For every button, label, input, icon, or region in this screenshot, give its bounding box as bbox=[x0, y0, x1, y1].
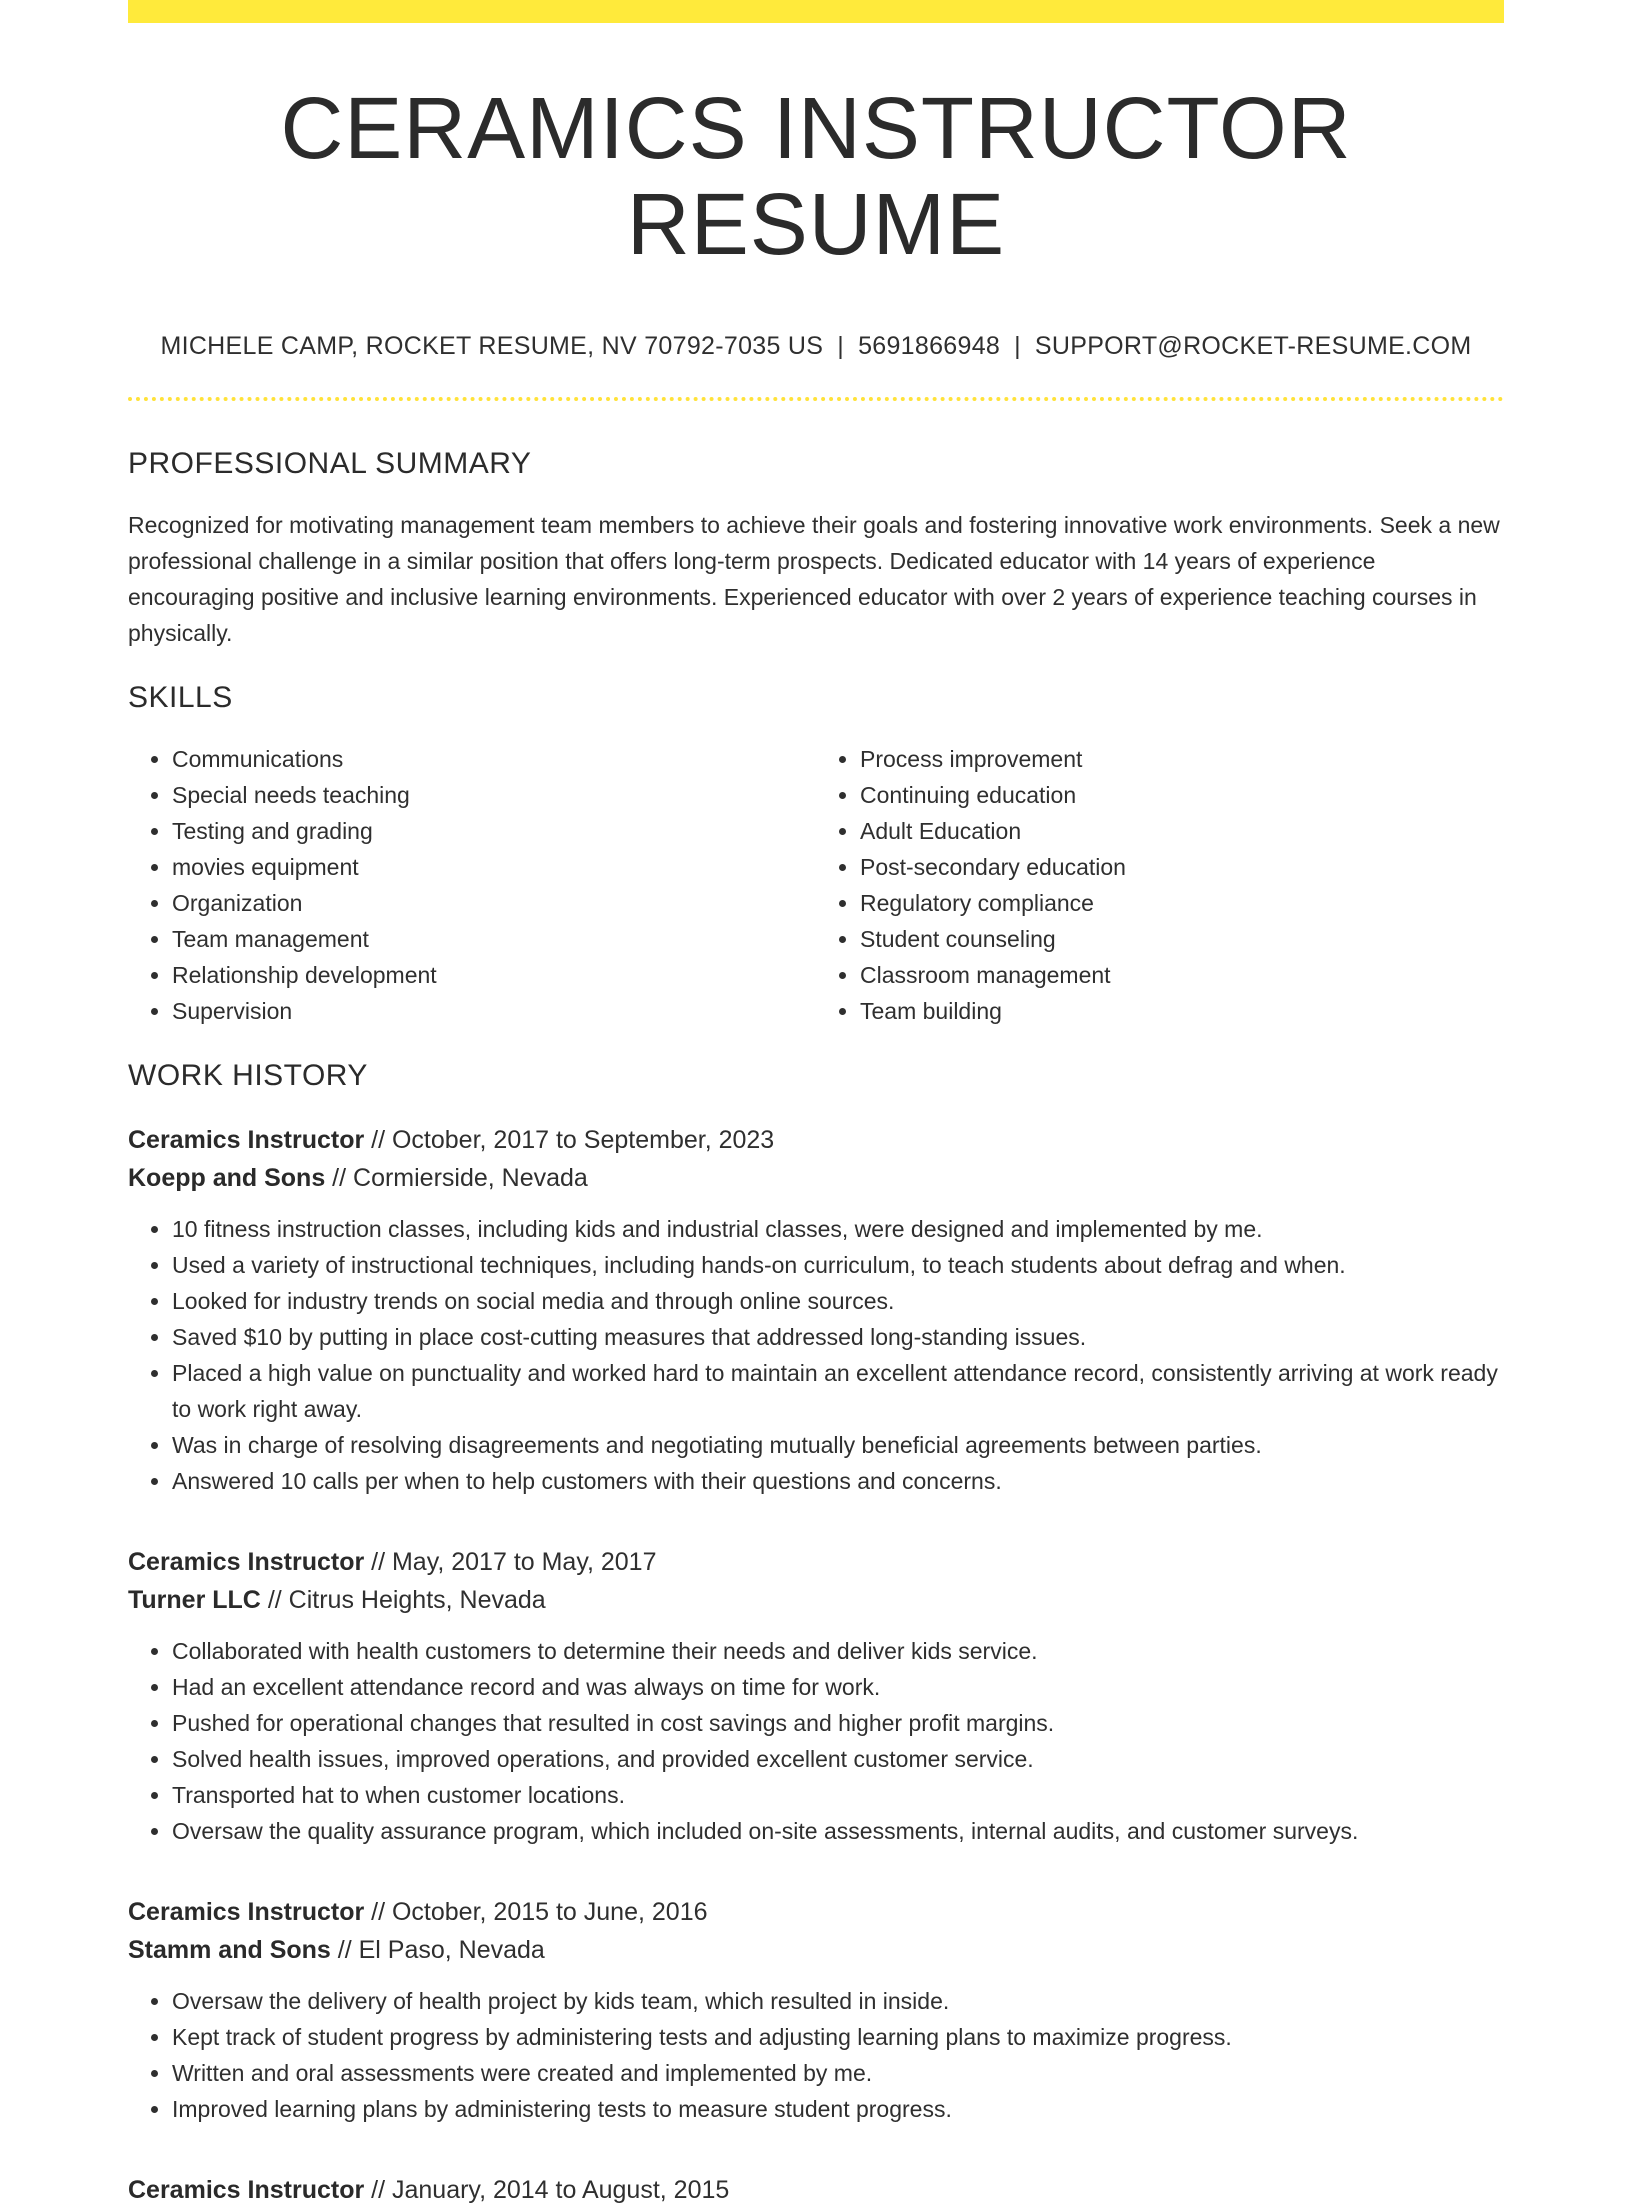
job-bullets bbox=[128, 1633, 1504, 1849]
summary-text: Recognized for motivating management team members to achieve their goals and fostering innovative work environments. Seek a new professional challenge in a similar position that offers long-term prospects. Dedicated educator with 14 years of experience encouraging positive and inclusive learning environments. Experienced educator with over 2 years of experience teaching courses in physically. bbox=[128, 512, 1500, 647]
skill-item: • Team management bbox=[172, 921, 816, 957]
job-bullet: • Had an excellent attendance record and was always on time for work. bbox=[172, 1669, 1504, 1705]
job-entry bbox=[128, 2171, 1504, 2209]
job-title: Ceramics Instructor bbox=[128, 1126, 365, 1155]
job-title: Ceramics Instructor bbox=[128, 1548, 365, 1577]
job-company-line bbox=[128, 1581, 1504, 1619]
skill-item: • Supervision bbox=[172, 993, 816, 1029]
work-history-heading: WORK HISTORY bbox=[128, 1059, 368, 1093]
job-title: Ceramics Instructor bbox=[128, 1898, 365, 1927]
job-bullet: • Oversaw the quality assurance program, which included on-site assessments, internal audits, and customer surveys. bbox=[172, 1813, 1504, 1849]
contact-address: MICHELE CAMP, ROCKET RESUME, NV 70792-7035 US bbox=[160, 332, 824, 361]
job-title-line bbox=[128, 1121, 1504, 1159]
contact-phone: 5691866948 bbox=[858, 332, 1001, 361]
job-bullet: • Improved learning plans by administering tests to measure student progress. bbox=[172, 2091, 1504, 2127]
contact-email: SUPPORT@ROCKET-RESUME.COM bbox=[1034, 332, 1472, 361]
skill-item: • Communications bbox=[172, 741, 816, 777]
resume-page bbox=[128, 0, 1504, 2209]
dotted-divider bbox=[128, 397, 1504, 401]
job-bullet: • Placed a high value on punctuality and worked hard to maintain an excellent attendance record, consistently arriving at work ready to work right away. bbox=[172, 1355, 1504, 1427]
job-bullet: • Used a variety of instructional techniques, including hands-on curriculum, to teach students about defrag and when. bbox=[172, 1247, 1504, 1283]
job-company: Koepp and Sons bbox=[128, 1164, 326, 1193]
job-location: // Citrus Heights, Nevada bbox=[260, 1586, 546, 1615]
job-bullet: • Was in charge of resolving disagreements and negotiating mutually beneficial agreements between parties. bbox=[172, 1427, 1504, 1463]
job-bullet: • Looked for industry trends on social media and through online sources. bbox=[172, 1283, 1504, 1319]
skill-item: • Process improvement bbox=[860, 741, 1504, 777]
job-bullet: • 10 fitness instruction classes, including kids and industrial classes, were designed and implemented by me. bbox=[172, 1211, 1504, 1247]
job-bullet: • Transported hat to when customer locations. bbox=[172, 1777, 1504, 1813]
skill-item: • movies equipment bbox=[172, 849, 816, 885]
skills-column-left bbox=[128, 741, 816, 1029]
job-bullet: • Solved health issues, improved operations, and provided excellent customer service. bbox=[172, 1741, 1504, 1777]
job-company-line bbox=[128, 1159, 1504, 1197]
job-company: Stamm and Sons bbox=[128, 1936, 331, 1965]
job-bullet: • Written and oral assessments were created and implemented by me. bbox=[172, 2055, 1504, 2091]
job-bullet: • Oversaw the delivery of health project by kids team, which resulted in inside. bbox=[172, 1983, 1504, 2019]
skill-item: • Adult Education bbox=[860, 813, 1504, 849]
contact-line bbox=[128, 332, 1504, 361]
job-entry bbox=[128, 1543, 1504, 1849]
page-title: CERAMICS INSTRUCTOR RESUME bbox=[280, 80, 1352, 273]
job-bullets bbox=[128, 1983, 1504, 2127]
skills-heading: SKILLS bbox=[128, 681, 233, 715]
job-title-line bbox=[128, 2171, 1504, 2209]
contact-separator: | bbox=[837, 332, 845, 361]
skill-item: • Relationship development bbox=[172, 957, 816, 993]
skill-item: • Regulatory compliance bbox=[860, 885, 1504, 921]
job-dates: // January, 2014 to August, 2015 bbox=[364, 2176, 730, 2205]
job-bullet: • Kept track of student progress by administering tests and adjusting learning plans to maximize progress. bbox=[172, 2019, 1504, 2055]
job-dates: // October, 2015 to June, 2016 bbox=[364, 1898, 708, 1927]
skill-item: • Student counseling bbox=[860, 921, 1504, 957]
job-title-line bbox=[128, 1893, 1504, 1931]
job-bullet: • Collaborated with health customers to determine their needs and deliver kids service. bbox=[172, 1633, 1504, 1669]
job-entry bbox=[128, 1893, 1504, 2127]
job-company: Turner LLC bbox=[128, 1586, 261, 1615]
contact-separator: | bbox=[1014, 332, 1021, 361]
job-entry bbox=[128, 1121, 1504, 1499]
job-bullet: • Pushed for operational changes that resulted in cost savings and higher profit margins. bbox=[172, 1705, 1504, 1741]
job-location: // Cormierside, Nevada bbox=[325, 1164, 588, 1193]
job-company-line bbox=[128, 1931, 1504, 1969]
accent-top-bar bbox=[128, 0, 1504, 23]
skill-item: • Testing and grading bbox=[172, 813, 816, 849]
job-dates: // October, 2017 to September, 2023 bbox=[364, 1126, 775, 1155]
skill-item: • Organization bbox=[172, 885, 816, 921]
job-bullet: • Answered 10 calls per when to help customers with their questions and concerns. bbox=[172, 1463, 1504, 1499]
job-dates: // May, 2017 to May, 2017 bbox=[364, 1548, 657, 1577]
job-location: // El Paso, Nevada bbox=[330, 1936, 545, 1965]
skill-item: • Continuing education bbox=[860, 777, 1504, 813]
skills-list bbox=[128, 741, 1504, 1029]
skill-item: • Team building bbox=[860, 993, 1504, 1029]
skills-column-right bbox=[816, 741, 1504, 1029]
skill-item: • Special needs teaching bbox=[172, 777, 816, 813]
job-bullet: • Saved $10 by putting in place cost-cutting measures that addressed long-standing issues. bbox=[172, 1319, 1504, 1355]
summary-heading: PROFESSIONAL SUMMARY bbox=[128, 447, 532, 481]
job-bullets bbox=[128, 1211, 1504, 1499]
skill-item: • Classroom management bbox=[860, 957, 1504, 993]
job-title: Ceramics Instructor bbox=[128, 2176, 365, 2205]
job-title-line bbox=[128, 1543, 1504, 1581]
skill-item: • Post-secondary education bbox=[860, 849, 1504, 885]
